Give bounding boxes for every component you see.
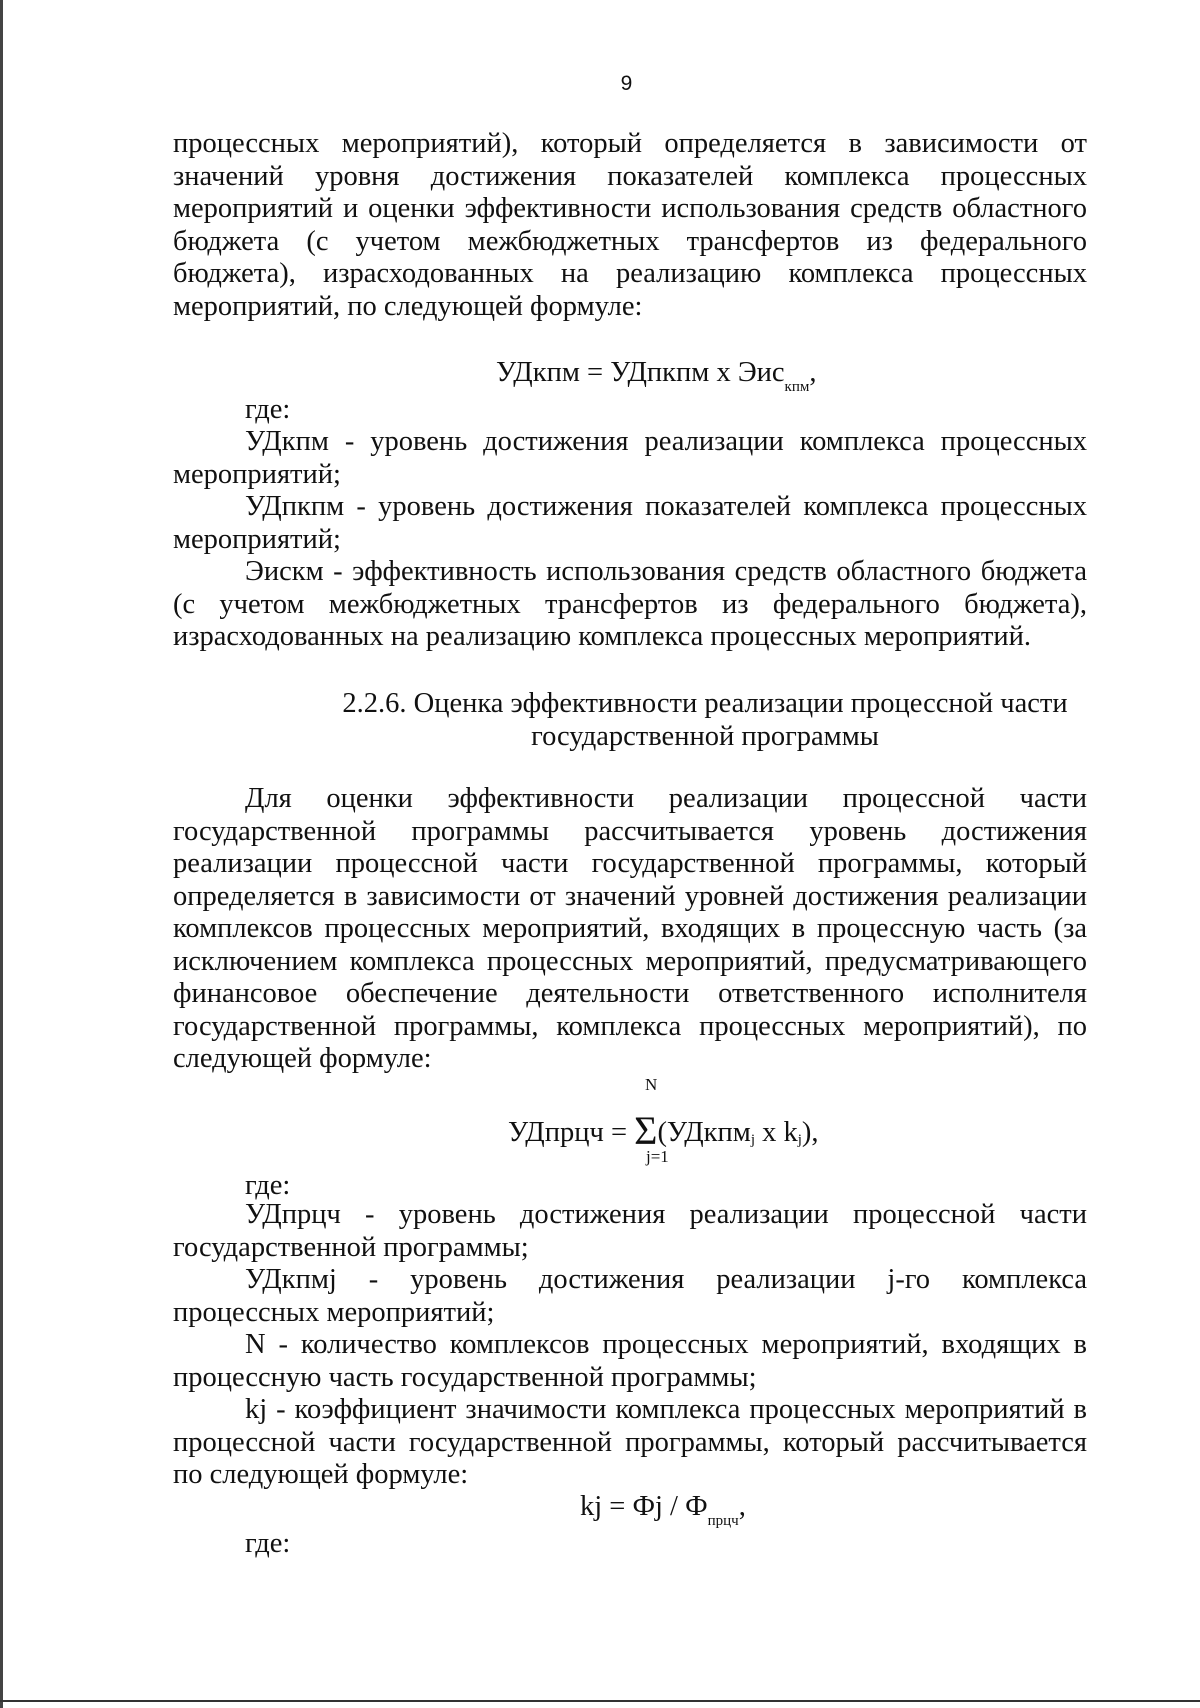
definition-udpkpm: УДпкпм - уровень достижения показателей комплекса процессных мероприятий; bbox=[173, 491, 1087, 555]
definition-udkpm: УДкпм - уровень достижения реализации комплекса процессных мероприятий; bbox=[173, 426, 1087, 490]
formula-udprcch-end: ), bbox=[801, 1117, 819, 1148]
scan-edge-left bbox=[0, 0, 3, 1708]
sigma-sum-symbol: Σ bbox=[634, 1108, 658, 1153]
formula-udkpm-tail: , bbox=[809, 357, 817, 388]
definition-kj: kj - коэффициент значимости комплекса процессных мероприятий в процессной части государственной программы, который рассчитывается по следующей формуле: bbox=[173, 1394, 1087, 1490]
sum-lower-limit: j=1 bbox=[646, 1147, 669, 1166]
scan-edge-bottom bbox=[0, 1700, 1200, 1702]
formula-udprcch-mid: x k bbox=[754, 1117, 798, 1148]
formula-udprcch-sub-j: j bbox=[750, 1132, 755, 1148]
formula-udprcch-term: (УДкпм bbox=[657, 1117, 751, 1148]
page-number: 9 bbox=[620, 72, 633, 95]
where-label-1: где: bbox=[245, 394, 291, 425]
definitions-list-2 bbox=[173, 1199, 1087, 1492]
formula-udprcch-sub-j2: j bbox=[797, 1132, 802, 1148]
intro-paragraph: процессных мероприятий), который определяется в зависимости от значений уровня достижения показателей комплекса процессных мероприятий и оценки эффективности использования средств областного бюджета (с учетом межбюджетных трансфертов из федерального бюджета), израсходованных на реализацию комплекса процессных мероприятий, по следующей формуле: bbox=[173, 128, 1087, 322]
where-label-3: где: bbox=[245, 1528, 291, 1559]
formula-udkpm-subscript: кпм bbox=[784, 378, 810, 395]
formula-kj-subscript: прцч bbox=[707, 1512, 739, 1529]
formula-kj-main: kj = Фj / Ф bbox=[580, 1491, 708, 1522]
definitions-list-1 bbox=[173, 426, 1087, 654]
section-heading-line1: 2.2.6. Оценка эффективности реализации процессной части bbox=[342, 688, 1068, 719]
formula-udkpm bbox=[496, 357, 816, 393]
formula-udprcch-lhs: УДпрцч = bbox=[508, 1117, 635, 1148]
definition-udkpmj: УДкпмj - уровень достижения реализации j-го комплекса процессных мероприятий; bbox=[173, 1264, 1087, 1328]
paragraph-processnaya-chast: Для оценки эффективности реализации процессной части государственной программы рассчитывается уровень достижения реализации процессной части государственной программы, который определяется в зависимости от значений уровней достижения реализации комплексов процессных мероприятий, входящих в процессную часть (за исключением комплекса процессных мероприятий, предусматривающего финансовое обеспечение деятельности ответственного исполнителя государственной программы, комплекса процессных мероприятий), по следующей формуле: bbox=[173, 783, 1087, 1074]
formula-kj-tail: , bbox=[738, 1491, 746, 1522]
where-label-2: где: bbox=[245, 1170, 291, 1201]
definition-n: N - количество комплексов процессных мероприятий, входящих в процессную часть государственной программы; bbox=[173, 1329, 1087, 1393]
formula-kj bbox=[580, 1491, 746, 1527]
section-heading bbox=[173, 688, 1087, 753]
sum-upper-limit: N bbox=[645, 1075, 658, 1094]
section-heading-line2: государственной программы bbox=[531, 720, 879, 752]
definition-eiskm: Эискм - эффективность использования средств областного бюджета (с учетом межбюджетных трансфертов из федерального бюджета), израсходованных на реализацию комплекса процессных мероприятий. bbox=[173, 556, 1087, 652]
definition-udprcch: УДпрцч - уровень достижения реализации процессной части государственной программы; bbox=[173, 1199, 1087, 1263]
formula-udkpm-main: УДкпм = УДпкпм x Эис bbox=[496, 357, 785, 388]
